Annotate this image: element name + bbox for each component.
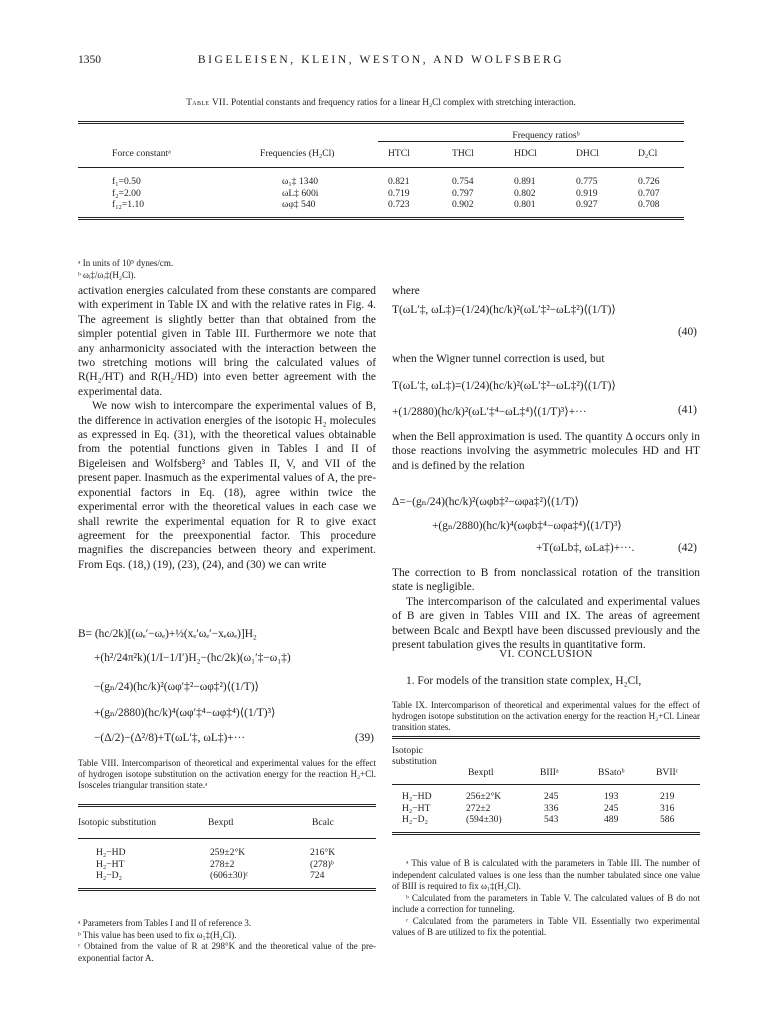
table-cell: ωφ‡ 540 xyxy=(282,199,316,211)
page-number: 1350 xyxy=(78,54,101,66)
table-cell: 0.891 xyxy=(514,176,536,187)
table-cell: H₂−HT xyxy=(96,858,125,870)
footnote: ᵃ This value of B is calculated with the parameters in Table III. The number of independent calculated values is one less than the number tabulated since one value of BIII is required to fix ω₁‡(H₂Cl). xyxy=(392,858,700,891)
paragraph: activation energies calculated from these constants are compared with experiment in Table IX and with the relative rates in Fig. 4. The agreement is slightly better than that obtained from the simpler potential given in Table III. Furthermore we note that any anharmonicity associated with the interaction between the two stretching motions will bring the calculated values of R(H₂/HT) and R(H₂/HD) into even better agreement with the experimental data. xyxy=(78,285,376,398)
wigner-text: when the Wigner tunnel correction is used, but xyxy=(392,353,605,365)
table-cell: H₂−HT xyxy=(402,802,431,814)
table-cell: 0.723 xyxy=(388,199,410,211)
eq39-number: (39) xyxy=(355,732,374,744)
eq41-line: T(ωL′‡, ωL‡)=(1/24)(hc/k)²(ωL′‡²−ωL‡²)⟨(1/T)⟩ xyxy=(392,380,616,392)
table-row xyxy=(392,814,700,826)
eq42-line: +(gₙ/2880)(hc/k)⁴(ωφb‡⁴−ωφa‡⁴)⟨(1/T)³⟩ xyxy=(432,520,622,532)
table7-label: Table VII. xyxy=(186,97,229,107)
table-cell: 259±2°K xyxy=(210,847,246,858)
table-cell: 245 xyxy=(544,791,559,802)
running-title: BIGELEISEN, KLEIN, WESTON, AND WOLFSBERG xyxy=(197,54,565,66)
table-cell: 219 xyxy=(660,791,675,802)
table8-col-header: Bcalc xyxy=(312,817,334,828)
eq42-line: Δ=−(gₙ/24)(hc/k)²(ωφb‡²−ωφa‡²)⟨(1/T)⟩ xyxy=(392,496,579,508)
table9-col-header: BIIIᵃ xyxy=(540,767,559,778)
table-cell: 336 xyxy=(544,802,559,814)
paragraph: The correction to B from nonclassical rotation of the transition state is negligible. xyxy=(392,567,700,594)
table-row xyxy=(78,199,684,211)
table7-group-header: Frequency ratiosᵇ xyxy=(512,130,580,141)
eq39-line: B= (hc/2k)[(ωₑ′−ωₑ)+½(xₑ′ωₑ′−xₑωₑ)]H₂ xyxy=(78,628,257,640)
table-cell: 0.802 xyxy=(514,187,536,199)
paragraph: We now wish to intercompare the experimental values of B, the difference in activation energies of the isotopic H₂ molecules as expressed in Eq. (31), with the theoretical values obtainable from the potential functions given in Tables I and II of Bigeleisen and Wolfsberg³ and Tables II, V, and VII of the present paper. Inasmuch as the experimental values of A, the pre-exponential factors in Eq. (18), agree within twice the experimental error with the theoretical values in each case we shall rewrite the experimental equation for R to give exact agreement for the preexponential factor. This procedure magnifies the discrepancies between theory and experiment. From Eqs. (18,) (19), (23), (24), and (30) we can write xyxy=(78,400,376,571)
table-cell: 278±2 xyxy=(210,858,235,870)
table-row xyxy=(78,176,684,188)
table-cell: 316 xyxy=(660,802,675,814)
table7-col-header: HTCl xyxy=(388,148,410,159)
table8-footnotes xyxy=(78,918,376,964)
table-row xyxy=(78,859,376,871)
table7-col-header: DHCl xyxy=(576,148,599,159)
table8-col-header: Isotopic substitution xyxy=(78,817,157,828)
table-cell: (278)ᵇ xyxy=(310,858,334,870)
table-row xyxy=(78,188,684,200)
table9-caption: Table IX. Intercomparison of theoretical and experimental values for the effect of hydrogen isotope substitution on the activation energy for the reaction H₂+Cl. Linear transition states. xyxy=(392,700,700,732)
footnote: ᵇ Calculated from the parameters in Table V. The calculated values of B do not include a correction for tunneling. xyxy=(392,892,700,914)
table9-col-header: Bexptl xyxy=(468,767,494,778)
table-cell: 0.754 xyxy=(452,176,474,187)
table9-col-header: Isotopic substitution xyxy=(392,745,437,767)
table-cell: 256±2°K xyxy=(466,791,502,802)
table-cell: 543 xyxy=(544,814,559,826)
footnote: ᵇ ωᵢ‡/ωᵢ‡(H₂Cl). xyxy=(78,269,136,280)
table7-caption-text: Potential constants and frequency ratios for a linear H₂Cl complex with stretching interaction. xyxy=(230,97,576,107)
table-cell: 0.821 xyxy=(388,176,410,187)
table-cell: 0.801 xyxy=(514,199,536,211)
table7-col-header: THCl xyxy=(452,148,474,159)
eq39-line: +(h²/24π²k)(1/I−1/I′)H₂−(hc/2k)(ω₁′‡−ω₁‡) xyxy=(94,652,291,664)
table-cell: 489 xyxy=(604,814,619,826)
table-cell: (594±30) xyxy=(466,814,502,826)
table-cell: H₂−D₂ xyxy=(402,814,428,826)
paragraph: The intercomparison of the calculated and experimental values of B are given in Tables VIII and IX. The areas of agreement between Bcalc and Bexptl have been discussed previously and the present tabulation gives the results in quantitative form. xyxy=(392,595,700,652)
table-row xyxy=(78,847,376,859)
table9-footnotes xyxy=(392,858,700,939)
table-cell: H₂−HD xyxy=(96,847,126,858)
table-cell: f₁=0.50 xyxy=(112,176,141,187)
table-cell: 724 xyxy=(310,870,325,882)
table9 xyxy=(392,736,700,837)
table8 xyxy=(78,804,376,893)
page-header xyxy=(78,54,684,70)
table-cell: H₂−D₂ xyxy=(96,870,122,882)
table-cell: 586 xyxy=(660,814,675,826)
footnote: ᵃ In units of 10⁵ dynes/cm. xyxy=(78,258,174,268)
right-column-text xyxy=(392,566,700,652)
eq40-line: T(ωL′‡, ωL‡)=(1/24)(hc/k)²(ωL′‡²−ωL‡²)⟨(1/T)⟩ xyxy=(392,304,616,316)
table-cell: 245 xyxy=(604,802,619,814)
table-cell: 0.797 xyxy=(452,187,474,199)
eq39-line: +(gₙ/2880)(hc/k)⁴(ωφ′‡⁴−ωφ‡⁴)⟨(1/T)³⟩ xyxy=(94,707,276,719)
table-cell: ωL‡ 600i xyxy=(282,187,319,199)
table-cell: 0.708 xyxy=(638,199,660,211)
table-row xyxy=(392,791,700,803)
table-cell: 0.726 xyxy=(638,176,660,187)
table-cell: 0.707 xyxy=(638,187,660,199)
table7-col-header: Frequencies (H₂Cl) xyxy=(260,148,335,159)
table-cell: ω₁‡ 1340 xyxy=(282,176,319,187)
table7-footnotes xyxy=(78,258,173,281)
eq39-line: −(Δ/2)−(Δ²/8)+T(ωL′‡, ωL‡)+··· xyxy=(94,732,246,744)
table7-col-header: HDCl xyxy=(514,148,537,159)
table-cell: 0.775 xyxy=(576,176,598,187)
table-cell: 272±2 xyxy=(466,802,491,814)
table7-col-header: D₂Cl xyxy=(638,148,658,159)
table-cell: 216°K xyxy=(310,847,336,858)
table-cell: 0.902 xyxy=(452,199,474,211)
eq41-number: (41) xyxy=(678,404,697,416)
table-cell: 193 xyxy=(604,791,619,802)
table7 xyxy=(78,121,684,222)
table-row xyxy=(392,803,700,815)
eq41-line: +(1/2880)(hc/k)²(ωL′‡⁴−ωL‡⁴)⟨(1/T)³⟩+··· xyxy=(392,406,587,418)
table-cell: (606±30)ᶜ xyxy=(210,870,249,882)
table-cell: f₁₂=1.10 xyxy=(112,199,145,211)
table-cell: H₂−HD xyxy=(402,791,432,802)
section-heading: VI. CONCLUSION xyxy=(499,648,593,660)
table8-col-header: Bexptl xyxy=(208,817,234,828)
bell-text: when the Bell approximation is used. The quantity Δ occurs only in those reactions involving the asymmetric molecules HD and HT and is defined by the relation xyxy=(392,431,700,472)
table-cell: 0.927 xyxy=(576,199,598,211)
table-row xyxy=(78,870,376,882)
where-text: where xyxy=(392,285,420,297)
table-cell: 0.919 xyxy=(576,187,598,199)
eq40-number: (40) xyxy=(678,326,697,338)
footnote: ᵇ This value has been used to fix ω₁‡(H₂Cl). xyxy=(78,929,237,940)
left-column-text xyxy=(78,284,376,572)
conclusion-text: 1. For models of the transition state complex, H₂Cl, xyxy=(406,675,642,687)
eq39-line: −(gₙ/24)(hc/k)²(ωφ′‡²−ωφ‡²)⟨(1/T)⟩ xyxy=(94,681,259,693)
eq42-number: (42) xyxy=(678,542,697,554)
table7-caption xyxy=(78,97,684,107)
footnote: ᶜ Calculated from the parameters in Table VII. Essentially two experimental values of B are utilized to fix the potential. xyxy=(392,915,700,937)
table-cell: f₂=2.00 xyxy=(112,187,141,199)
table9-col-header: BVIIᶜ xyxy=(656,767,679,778)
table8-caption: Table VIII. Intercomparison of theoretical and experimental values for the effect of hydrogen isotope substitution on the activation energy for the reaction H₂+Cl. Isosceles triangular transition state.ᵃ xyxy=(78,758,376,790)
table9-col-header: BSatoᵇ xyxy=(598,767,625,778)
eq42-line: +T(ωLb‡, ωLa‡)+···. xyxy=(536,542,635,554)
table7-col-header: Force constantᵃ xyxy=(112,148,171,159)
footnote: ᵃ Parameters from Tables I and II of reference 3. xyxy=(78,918,252,928)
footnote: ᶜ Obtained from the value of R at 298°K and the theoretical value of the pre-exponential factor A. xyxy=(78,941,376,963)
table-cell: 0.719 xyxy=(388,187,410,199)
